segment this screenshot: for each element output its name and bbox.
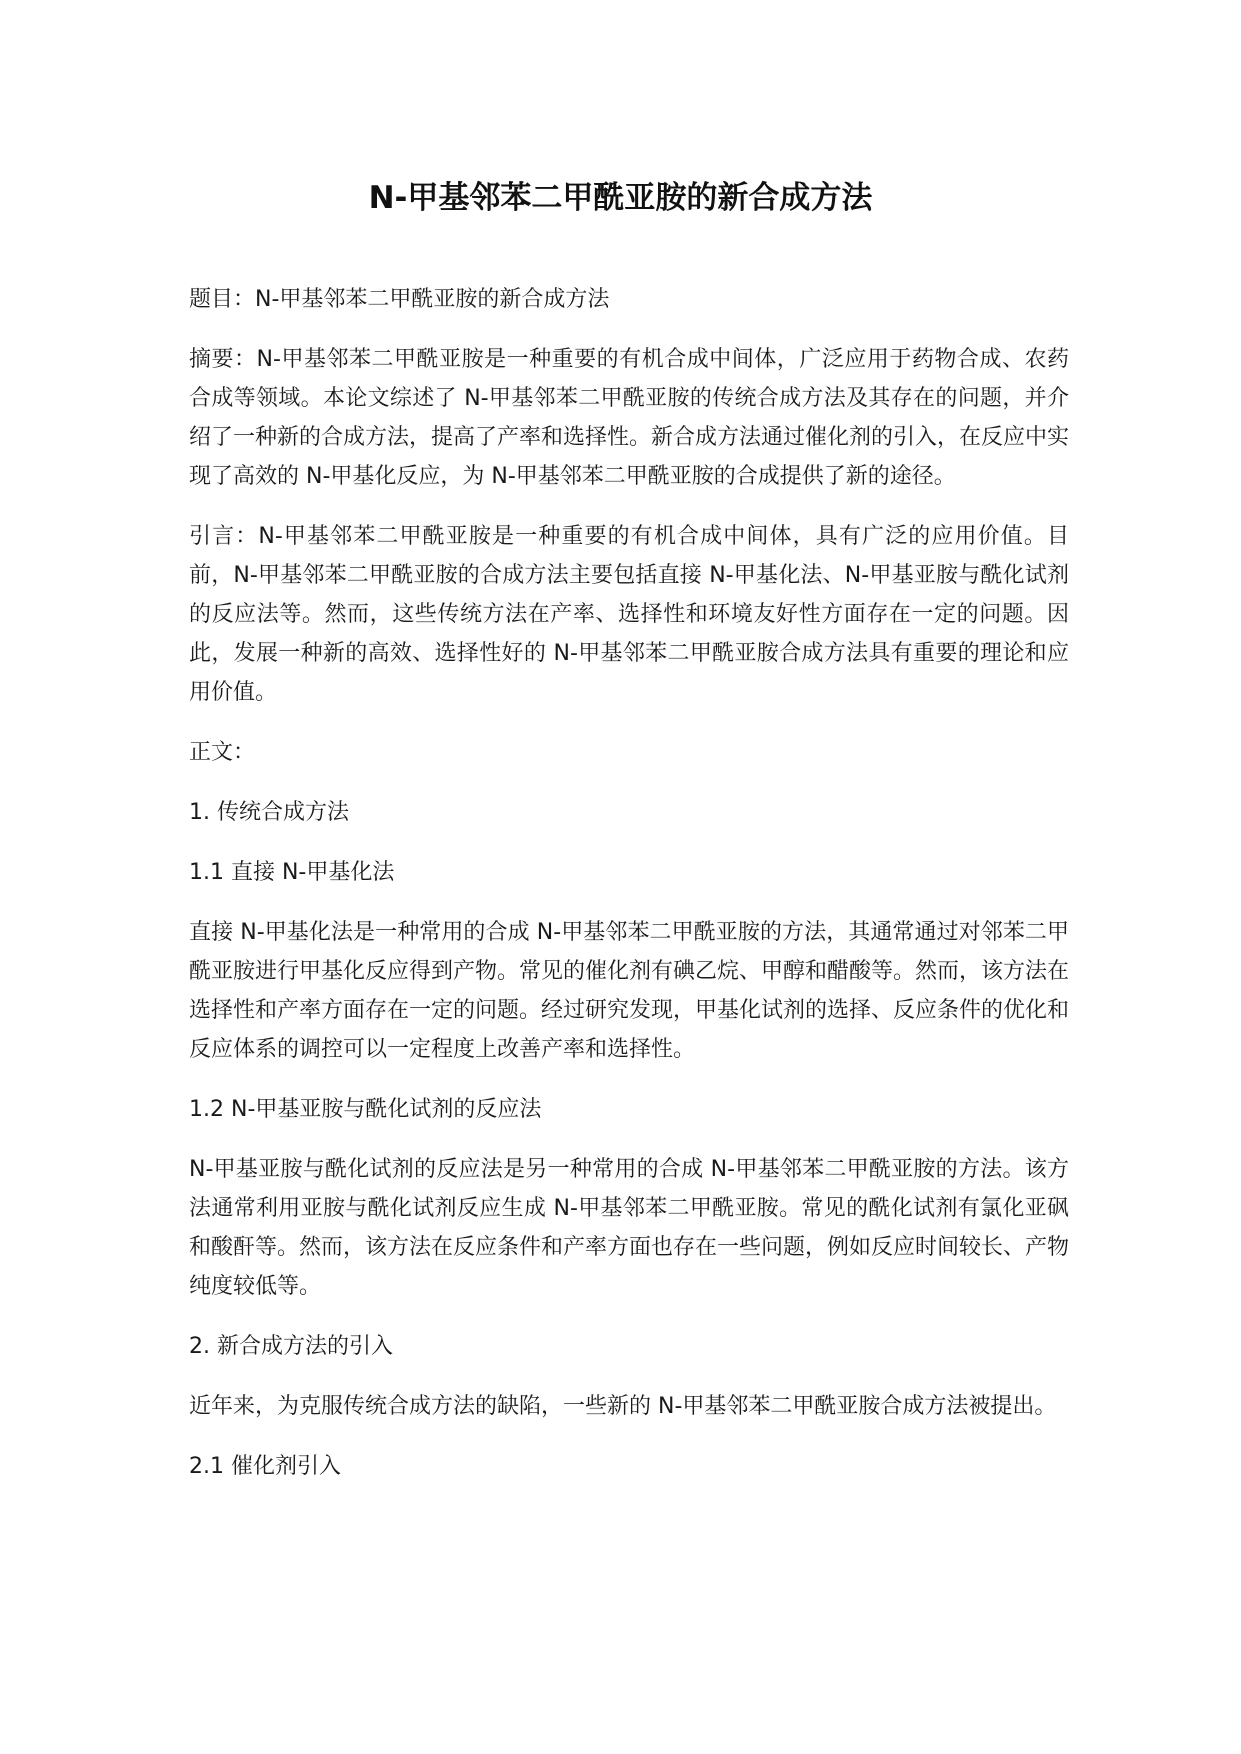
section-1-heading: 1. 传统合成方法 <box>189 800 349 825</box>
section-1-1-heading: 1.1 直接 N-甲基化法 <box>189 860 395 885</box>
introduction-paragraph: 引言：N-甲基邻苯二甲酰亚胺是一种重要的有机合成中间体，具有广泛的应用价值。目前，N-甲基邻苯二甲酰亚胺的合成方法主要包括直接 N-甲基化法、N-甲基亚胺与酰化试剂的反应法等。然而，这些传统方法在产率、选择性和环境友好性方面存在一定的问题。因此，发展一种新的高效、选择性好的 N-甲基邻苯二甲酰亚胺合成方法具有重要的理论和应用价值。 <box>189 524 1069 705</box>
body-label: 正文： <box>189 740 256 765</box>
topic-line: 题目：N-甲基邻苯二甲酰亚胺的新合成方法 <box>189 287 610 312</box>
section-2-heading: 2. 新合成方法的引入 <box>189 1334 393 1359</box>
abstract-paragraph: 摘要：N-甲基邻苯二甲酰亚胺是一种重要的有机合成中间体，广泛应用于药物合成、农药合成等领域。本论文综述了 N-甲基邻苯二甲酰亚胺的传统合成方法及其存在的问题，并介绍了一种新的合成方法，提高了产率和选择性。新合成方法通过催化剂的引入，在反应中实现了高效的 N-甲基化反应，为 N-甲基邻苯二甲酰亚胺的合成提供了新的途径。 <box>189 347 1070 489</box>
document-title: N-甲基邻苯二甲酰亚胺的新合成方法 <box>368 180 873 216</box>
document-body <box>189 280 1069 1507</box>
section-2-1-heading: 2.1 催化剂引入 <box>189 1454 341 1479</box>
section-1-2-heading: 1.2 N-甲基亚胺与酰化试剂的反应法 <box>189 1097 542 1122</box>
section-2-paragraph: 近年来，为克服传统合成方法的缺陷，一些新的 N-甲基邻苯二甲酰亚胺合成方法被提出。 <box>189 1394 1057 1419</box>
section-1-1-paragraph: 直接 N-甲基化法是一种常用的合成 N-甲基邻苯二甲酰亚胺的方法，其通常通过对邻苯二甲酰亚胺进行甲基化反应得到产物。常见的催化剂有碘乙烷、甲醇和醋酸等。然而，该方法在选择性和产率方面存在一定的问题。经过研究发现，甲基化试剂的选择、反应条件的优化和反应体系的调控可以一定程度上改善产率和选择性。 <box>189 920 1070 1062</box>
section-1-2-paragraph: N-甲基亚胺与酰化试剂的反应法是另一种常用的合成 N-甲基邻苯二甲酰亚胺的方法。该方法通常利用亚胺与酰化试剂反应生成 N-甲基邻苯二甲酰亚胺。常见的酰化试剂有氯化亚砜和酸酐等。然而，该方法在反应条件和产率方面也存在一些问题，例如反应时间较长、产物纯度较低等。 <box>189 1157 1070 1299</box>
